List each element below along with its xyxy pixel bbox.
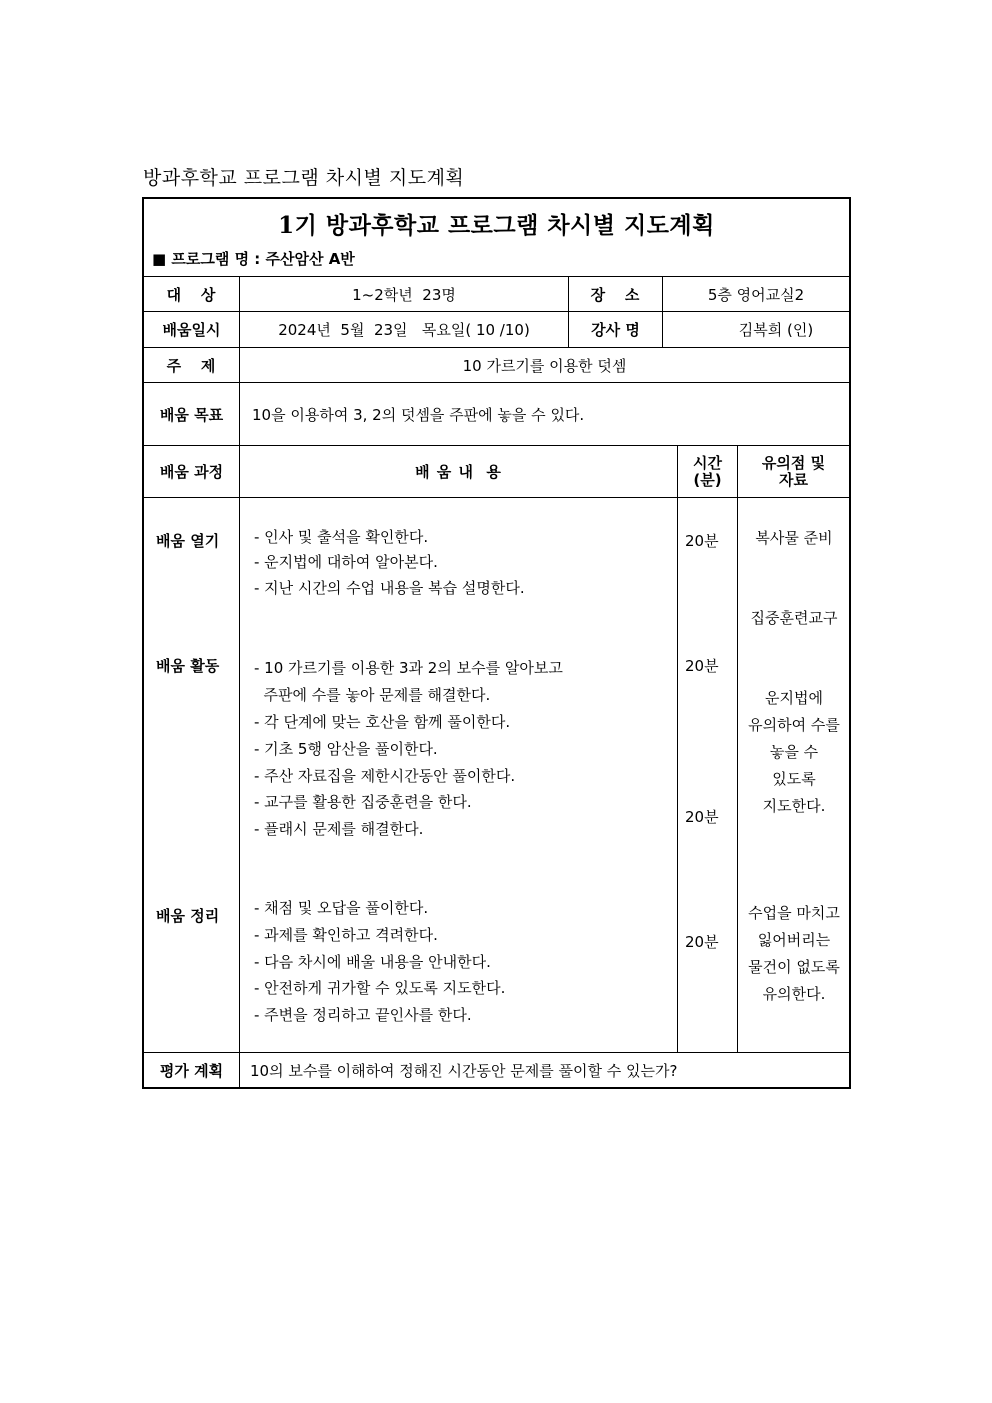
- content-header: 배 움 내 용: [415, 463, 502, 481]
- form-title: 1기 방과후학교 프로그램 차시별 지도계획: [278, 212, 715, 239]
- stage-name-closing: 배움 정리: [156, 907, 220, 925]
- program-name: ■ 프로그램 명 : 주산암산 A반: [152, 250, 355, 268]
- lesson-plan-form: [142, 197, 851, 1089]
- note-text: 운지법에 유의하여 수를 놓을 수 있도록 지도한다.: [748, 689, 840, 815]
- time-value: 20분: [685, 532, 719, 550]
- place-value: 5층 영어교실2: [707, 285, 805, 304]
- list-item: - 플래시 문제를 해결한다.: [254, 820, 424, 838]
- form-title-area: [144, 199, 849, 276]
- list-item: - 인사 및 출석을 확인한다.: [254, 528, 429, 546]
- teacher-value: 김복희 (인): [738, 321, 814, 339]
- list-item: - 각 단계에 맞는 호산을 함께 풀이한다.: [254, 713, 511, 731]
- stage-name-activity: 배움 활동: [156, 657, 220, 675]
- time-value: 20분: [685, 657, 719, 675]
- note-text: 수업을 마치고 잃어버리는 물건이 없도록 유의한다.: [748, 904, 840, 1003]
- topic-value: 10 가르기를 이용한 덧셈: [462, 356, 627, 375]
- list-item: 주판에 수를 놓아 문제를 해결한다.: [254, 686, 491, 704]
- evaluation-value: 10의 보수를 이해하여 정해진 시간동안 문제를 풀이할 수 있는가?: [250, 1061, 678, 1080]
- list-item: - 주변을 정리하고 끝인사를 한다.: [254, 1006, 472, 1024]
- time-header: 시간 (분): [693, 453, 722, 489]
- list-item: - 기초 5행 암산을 풀이한다.: [254, 740, 438, 758]
- date-value: 2024년 5월 23일 목요일( 10 /10): [278, 321, 530, 339]
- list-item: - 운지법에 대하여 알아본다.: [254, 553, 438, 571]
- goal-value: 10을 이용하여 3, 2의 덧셈을 주판에 놓을 수 있다.: [252, 405, 585, 424]
- list-item: - 주산 자료집을 제한시간동안 풀이한다.: [254, 767, 516, 785]
- teacher-label: 강사 명: [591, 321, 640, 339]
- list-item: - 과제를 확인하고 격려한다.: [254, 926, 438, 944]
- goal-label: 배움 목표: [159, 405, 224, 424]
- list-item: - 지난 시간의 수업 내용을 복습 설명한다.: [254, 579, 525, 597]
- time-value: 20분: [685, 933, 719, 951]
- list-item: - 다음 차시에 배울 내용을 안내한다.: [254, 953, 491, 971]
- note-text: 집중훈련교구: [750, 609, 838, 627]
- topic-label: 주 제: [166, 356, 217, 375]
- date-label: 배움일시: [162, 321, 221, 339]
- stage-header: 배움 과정: [159, 463, 224, 481]
- rule: [144, 497, 849, 498]
- list-item: - 10 가르기를 이용한 3과 2의 보수를 알아보고: [254, 659, 563, 677]
- notes-header: 유의점 및 자료: [761, 453, 826, 489]
- target-value: 1~2학년 23명: [352, 285, 456, 304]
- time-value: 20분: [685, 808, 719, 826]
- target-label: 대 상: [166, 285, 217, 304]
- rule: [677, 445, 678, 1052]
- place-label: 장 소: [590, 285, 641, 304]
- stage-name-opening: 배움 열기: [156, 532, 220, 550]
- note-text: 복사물 준비: [755, 529, 833, 547]
- evaluation-label: 평가 계획: [159, 1061, 224, 1080]
- list-item: - 교구를 활용한 집중훈련을 한다.: [254, 793, 472, 811]
- list-item: - 채점 및 오답을 풀이한다.: [254, 899, 429, 917]
- list-item: - 안전하게 귀가할 수 있도록 지도한다.: [254, 979, 506, 997]
- document-heading: 방과후학교 프로그램 차시별 지도계획: [143, 167, 465, 189]
